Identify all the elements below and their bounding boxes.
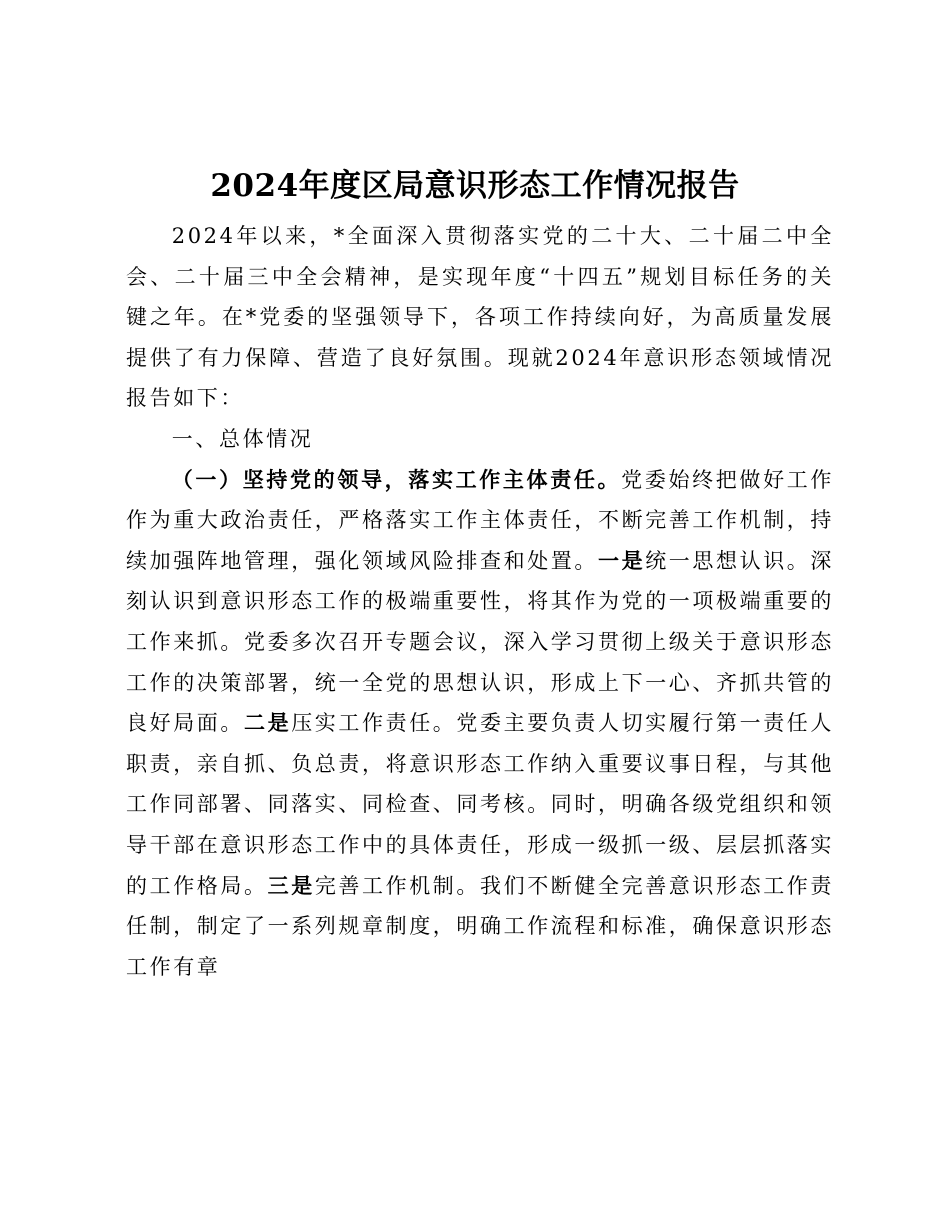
subsection-heading-1: （一）坚持党的领导，落实工作主体责任。 [171, 466, 622, 492]
point-text-2: 压实工作责任。党委主要负责人切实履行第一责任人职责，亲自抓、负总责，将意识形态工作纳入重要议事日程，与其他工作同部署、同落实、同检查、同考核。同时，明确各级党组织和领导干部在意识形态工作中的具体责任，形成一级抓一级、层层抓落实的工作格局。 [126, 711, 835, 898]
point-text-3: 完善工作机制。我们不断健全完善意识形态工作责任制，制定了一系列规章制度，明确工作流程和标准，确保意识形态工作有章 [126, 873, 835, 979]
point-label-3: 三是 [267, 872, 315, 898]
point-text-1: 统一思想认识。深刻认识到意识形态工作的极端重要性，将其作为党的一项极端重要的工作来抓。党委多次召开专题会议，深入学习贯彻上级关于意识形态工作的决策部署，统一全党的思想认识，形成上下一心、齐抓共管的良好局面。 [126, 548, 835, 736]
intro-paragraph: 2024年以来，*全面深入贯彻落实党的二十大、二十届二中全会、二十届三中全会精神，是实现年度“十四五”规划目标任务的关键之年。在*党委的坚强领导下，各项工作持续向好，为高质量发展提供了有力保障、营造了良好氛围。现就2024年意识形态领域情况报告如下： [126, 224, 834, 411]
section-heading-overall: 一、总体情况 [171, 426, 314, 451]
document-title: 2024年度区局意识形态工作情况报告 [210, 168, 740, 204]
document-body [126, 216, 834, 987]
point-label-1: 一是 [598, 547, 646, 573]
point-label-2: 二是 [244, 710, 292, 736]
subsection-text-1: 党委始终把做好工作作为重大政治责任，严格落实工作主体责任，不断完善工作机制，持续加强阵地管理，强化领域风险排查和处置。 [126, 467, 834, 573]
subsection-paragraph-1 [126, 460, 834, 988]
